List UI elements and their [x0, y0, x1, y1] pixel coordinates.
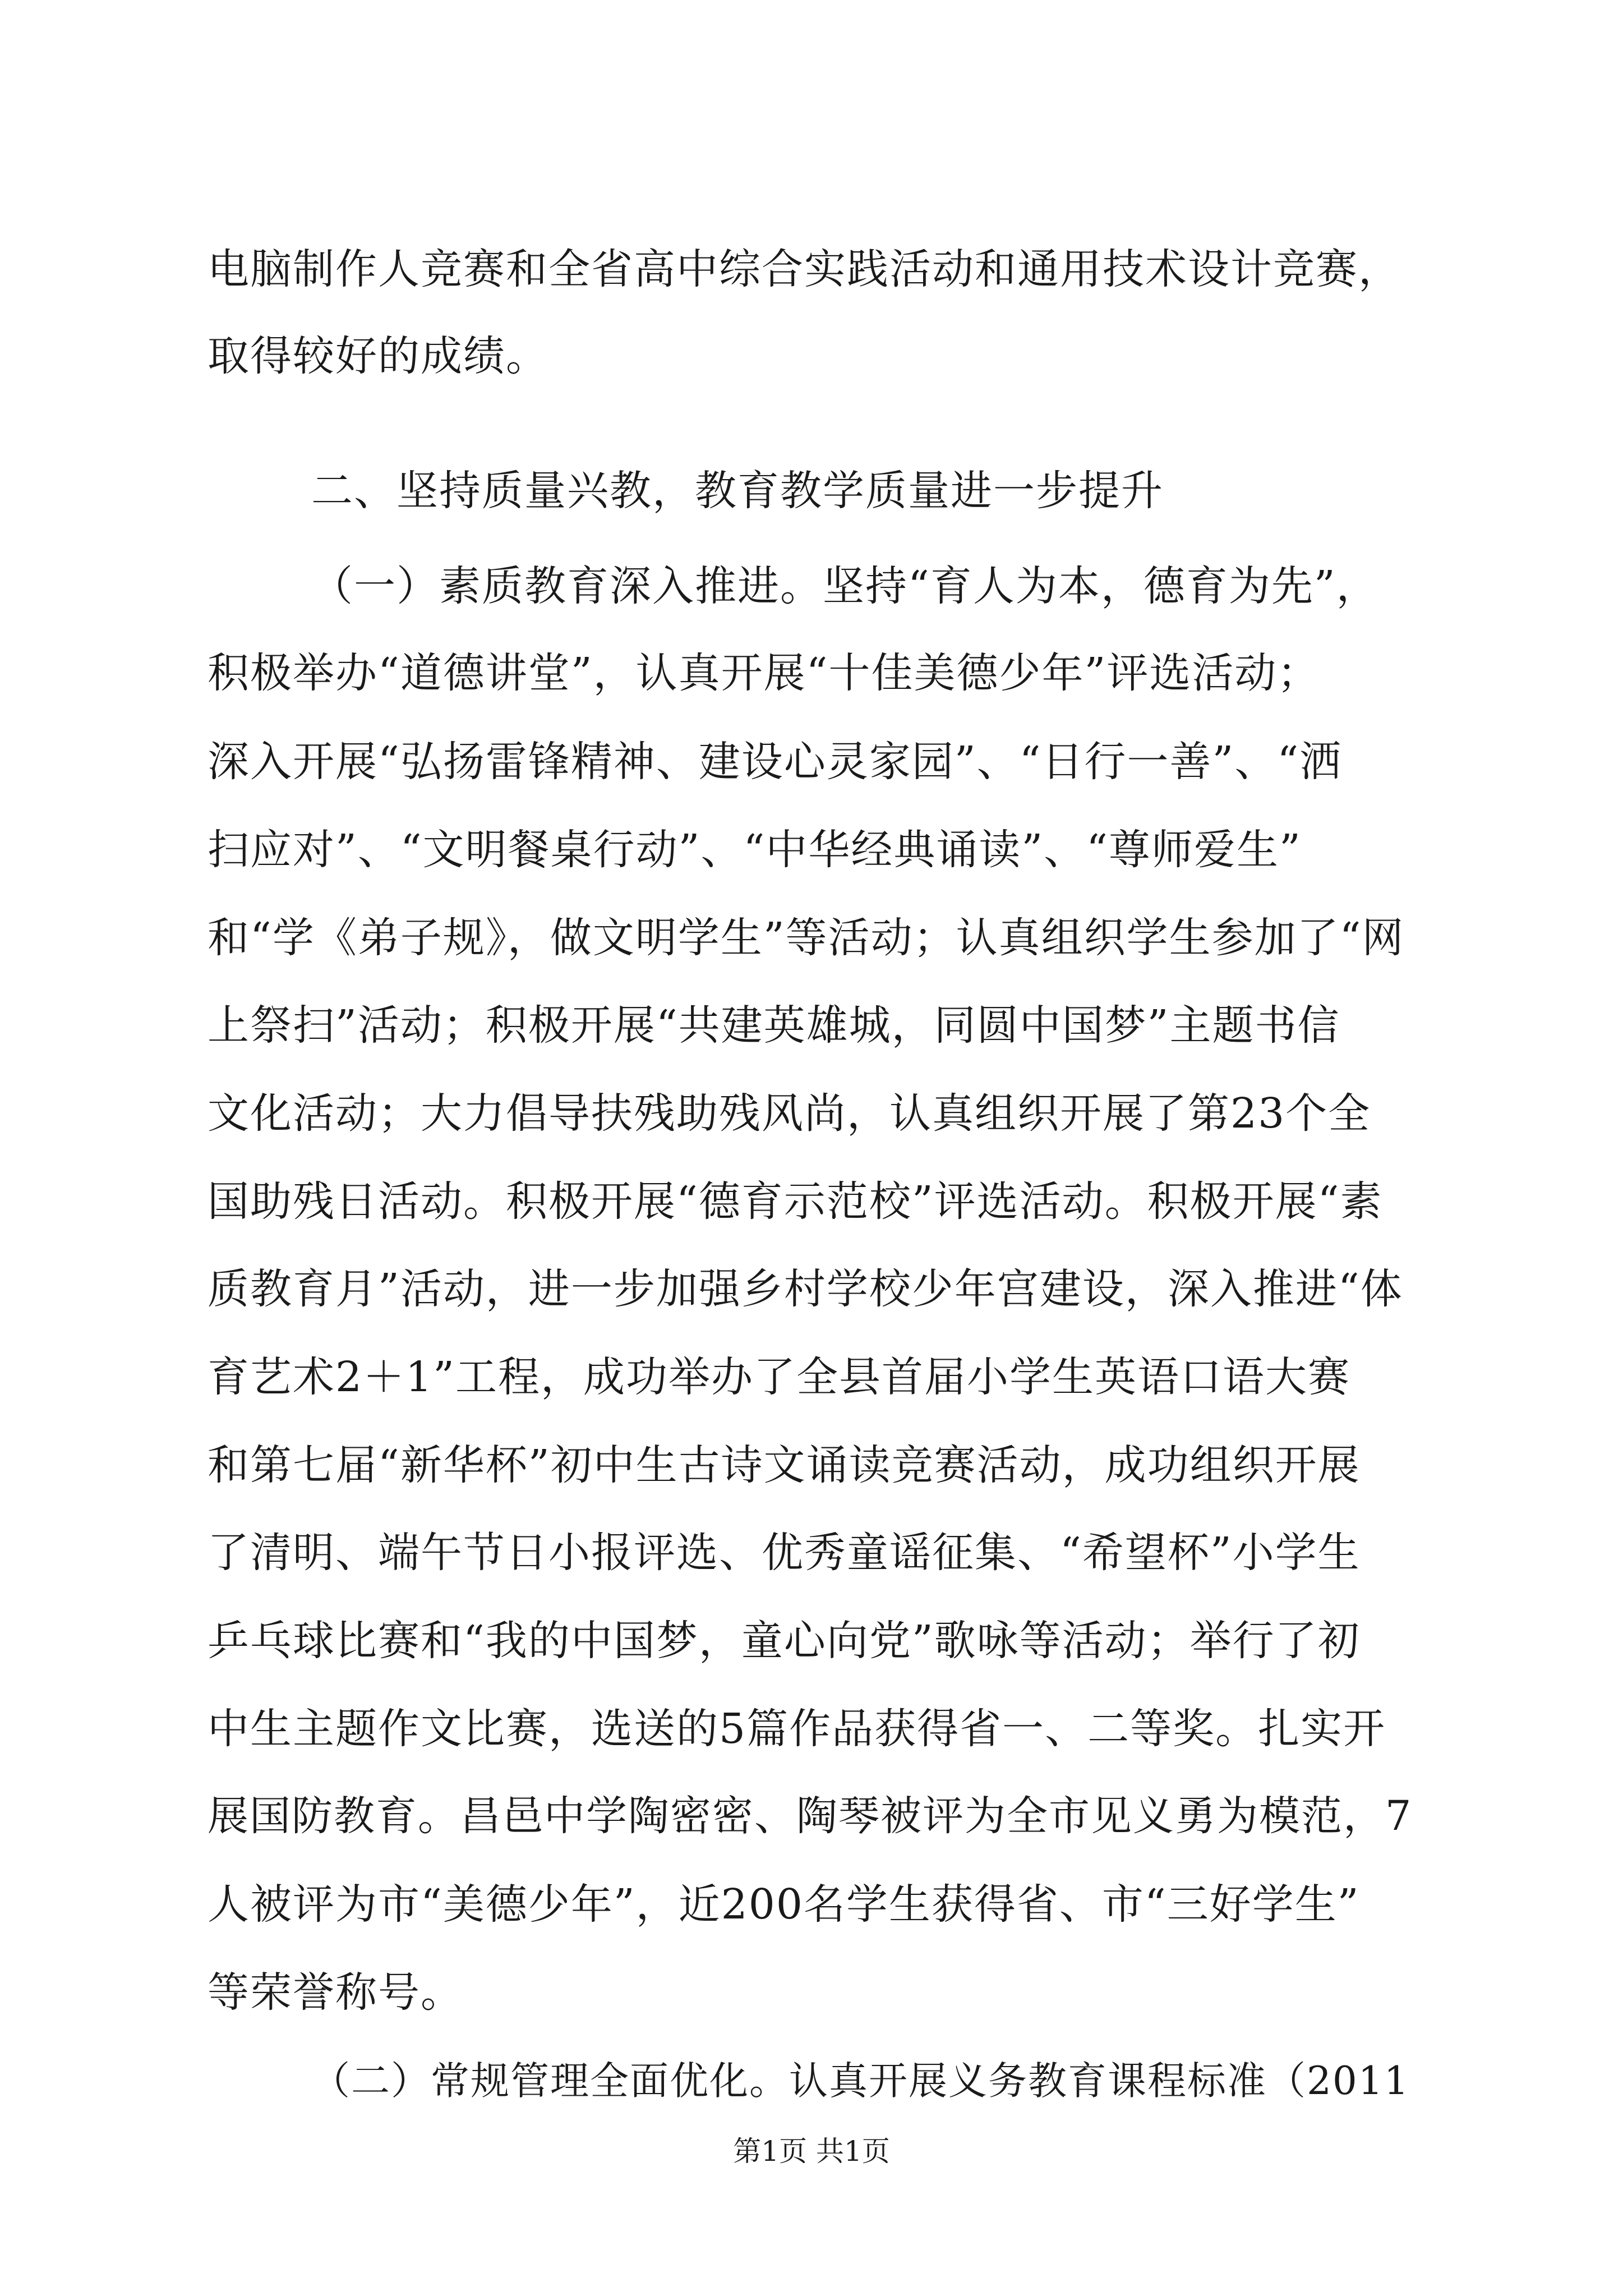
body-line-21: （二）常规管理全面优化。认真开展义务教育课程标准（2011	[311, 2059, 1410, 2104]
body-line-13: 育艺术2＋1”工程，成功举办了全县首届小学生英语口语大赛	[208, 1353, 1350, 1401]
body-line-9: 上祭扫”活动；积极开展“共建英雄城，同圆中国梦”主题书信	[208, 1001, 1340, 1050]
body-line-8: 和“学《弟子规》，做文明学生”等活动；认真组织学生参加了“网	[208, 914, 1405, 962]
body-line-15: 了清明、端午节日小报评选、优秀童谣征集、“希望杯”小学生	[208, 1529, 1361, 1577]
body-line-12: 质教育月”活动，进一步加强乡村学校少年宫建设，深入推进“体	[208, 1265, 1403, 1313]
body-line-20: 等荣誉称号。	[208, 1968, 463, 2017]
body-line-11: 国助残日活动。积极开展“德育示范校”评选活动。积极开展“素	[208, 1177, 1383, 1226]
body-line-6: 深入开展“弘扬雷锋精神、建设心灵家园”、“日行一善”、“洒	[208, 738, 1343, 786]
page-number-footer: 第1页 共1页	[733, 2135, 890, 2168]
body-line-4: （一）素质教育深入推进。坚持“育人为本，德育为先”，	[311, 562, 1379, 610]
body-line-16: 乒乓球比赛和“我的中国梦，童心向党”歌咏等活动；举行了初	[208, 1617, 1361, 1665]
body-line-14: 和第七届“新华杯”初中生古诗文诵读竞赛活动，成功组织开展	[208, 1441, 1361, 1489]
body-line-19: 人被评为市“美德少年”，近200名学生获得省、市“三好学生”	[208, 1880, 1360, 1929]
body-line-7: 扫应对”、“文明餐桌行动”、“中华经典诵读”、“尊师爱生”	[208, 826, 1302, 874]
section-heading: 二、坚持质量兴教，教育教学质量进一步提升	[311, 467, 1164, 515]
body-line-2: 取得较好的成绩。	[208, 332, 548, 380]
body-line-10: 文化活动；大力倡导扶残助残风尚，认真组织开展了第23个全	[208, 1089, 1371, 1138]
body-line-5: 积极举办“道德讲堂”，认真开展“十佳美德少年”评选活动；	[208, 649, 1320, 697]
body-line-1: 电脑制作人竞赛和全省高中综合实践活动和通用技术设计竞赛，	[208, 245, 1401, 293]
body-line-17: 中生主题作文比赛，选送的5篇作品获得省一、二等奖。扎实开	[208, 1705, 1386, 1753]
body-line-18: 展国防教育。昌邑中学陶密密、陶琴被评为全市见义勇为模范，7	[208, 1792, 1413, 1840]
